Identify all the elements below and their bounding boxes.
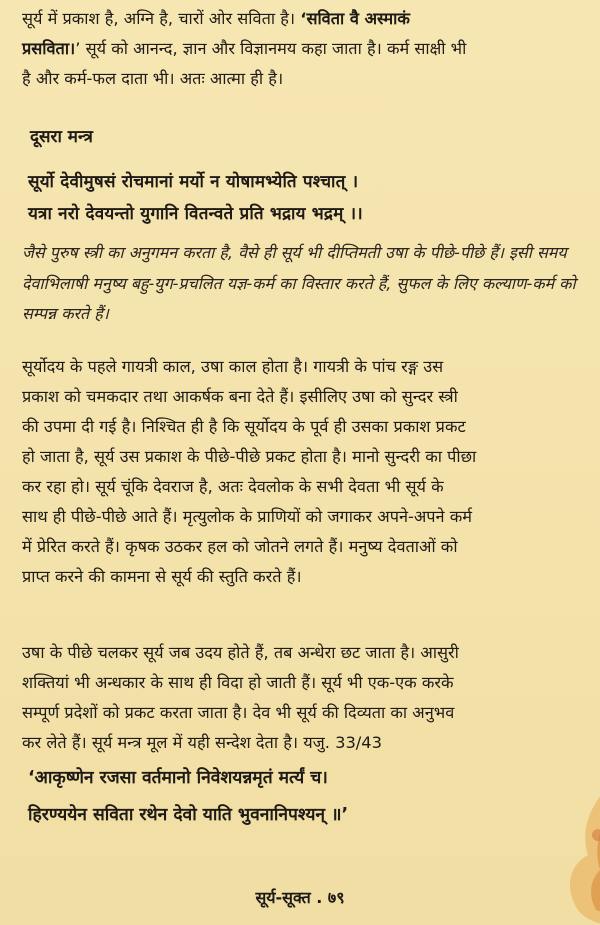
closing-paragraph (22, 638, 586, 758)
mantra-line: यत्रा नरो देवयन्तो युगानि वितन्वते प्रति भद्राय भद्रम् ।। (28, 204, 363, 224)
section-heading: दूसरा मन्त्र (30, 127, 93, 147)
text-line: की उपमा दी गई है। निश्चित ही है कि सूर्योदय के पूर्व ही उसका प्रकाश प्रकट (22, 417, 466, 436)
text-line: हो जाता है, सूर्य उस प्रकाश के पीछे-पीछे प्रकट होता है। मानो सुन्दरी का पीछा (22, 447, 477, 466)
text-span: ’ सूर्य को आनन्द, ज्ञान और विज्ञानमय कहा जाता है। कर्म साक्षी भी (75, 39, 467, 58)
text-line (22, 34, 586, 64)
translation-paragraph (22, 238, 586, 330)
text-line: कर रहा हो। सूर्य चूंकि देवराज है, अतः देवलोक के सभी देवता भी सूर्य के (22, 477, 444, 496)
mantra-line: सूर्यो देवीमुषसं रोचमानां मर्यो न योषामभ्येति पश्चात् । (28, 172, 359, 192)
text-line (22, 4, 586, 34)
text-line: प्रकाश को चमकदार तथा आकर्षक बना देते हैं। इसीलिए उषा को सुन्दर स्त्री (22, 387, 458, 406)
text-line: कर लेते हैं। सूर्य मन्त्र मूल में यही सन्देश देता है। यजु. 33/43 (22, 733, 383, 752)
sanskrit-mantra (28, 166, 586, 230)
text-span: सूर्य में प्रकाश है, अग्नि है, चारों ओर सविता है। (22, 9, 301, 28)
quoted-phrase-end: प्रसविता। (22, 39, 76, 58)
text-line: प्राप्त करने की कामना से सूर्य की स्तुति करते हैं। (22, 567, 302, 586)
text-line: उषा के पीछे चलकर सूर्य जब उदय होते हैं, तब अन्धेरा छट जाता है। आसुरी (22, 643, 459, 662)
quote-line: ‘आकृष्णेन रजसा वर्तमानो निवेशयन्नमृतं मर्त्यं च। (28, 768, 328, 788)
explanation-paragraph (22, 352, 586, 592)
text-line: शक्तियां भी अन्धकार के साथ ही विदा हो जाती हैं। सूर्य भी एक-एक करके (22, 673, 454, 692)
text-line: विस्तार करते हैं, सुफल के लिए कल्याण-कर्म को सम्पन्न करते हैं। (22, 273, 576, 323)
text-line: जैसे पुरुष स्त्री का अनुगमन करता है, वैसे ही सूर्य भी दीप्तिमती उषा के (22, 243, 425, 262)
text-line: है और कर्म-फल दाता भी। अतः आत्मा ही है। (22, 69, 284, 88)
text-line: पीछे-पीछे हैं। इसी समय देवाभिलाषी मनुष्य बहु-युग-प्रचलित यज्ञ-कर्म का (22, 243, 567, 293)
scripture-quote (28, 760, 586, 834)
corner-illustration (550, 775, 600, 925)
quote-line: हिरण्ययेन सविता रथेन देवो याति भुवनानिपश्यन् ॥’ (28, 805, 349, 825)
text-line: सूर्योदय के पहले गायत्री काल, उषा काल होता है। गायत्री के पांच रङ्ग उस (22, 357, 444, 376)
page-footer: सूर्य-सूक्त . ७९ (255, 888, 345, 907)
intro-paragraph (22, 4, 586, 94)
text-line: साथ ही पीछे-पीछे आते हैं। मृत्युलोक के प्राणियों को जगाकर अपने-अपने कर्म (22, 507, 472, 526)
quoted-text: सविता वै अस्माकं (306, 9, 410, 28)
text-line: में प्रेरित करते हैं। कृषक उठकर हल को जोतने लगते हैं। मनुष्य देवताओं को (22, 537, 458, 556)
quoted-phrase: ‘सविता वै अस्माकं (300, 9, 410, 28)
text-line: सम्पूर्ण प्रदेशों को प्रकट करता जाता है। देव भी सूर्य की दिव्यता का अनुभव (22, 703, 455, 722)
